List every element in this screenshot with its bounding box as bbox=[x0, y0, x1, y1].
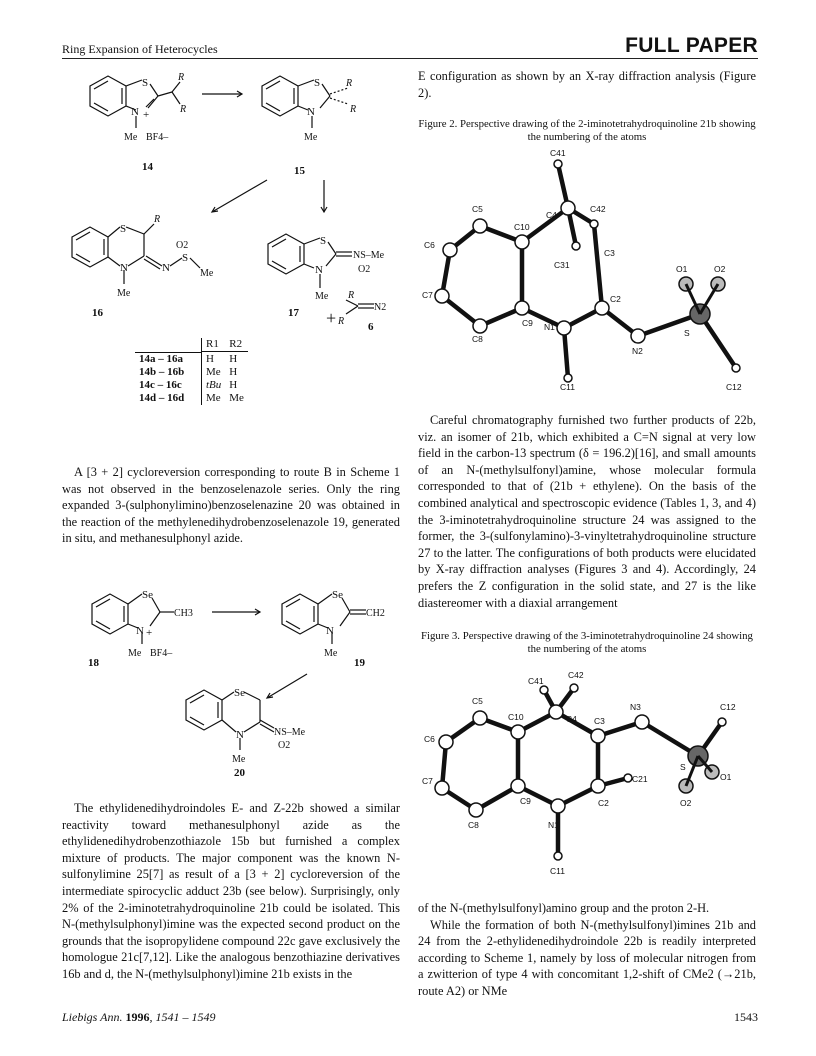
compound-16: 16 bbox=[92, 307, 103, 319]
atom-me: Me bbox=[324, 648, 338, 659]
atom-plus: + bbox=[146, 627, 153, 639]
r2-label: R bbox=[180, 104, 187, 115]
atom-me: Me bbox=[304, 132, 318, 143]
sulfonylimine-label: NS–Me bbox=[274, 727, 306, 738]
compound-14: 14 bbox=[142, 161, 153, 173]
compound-17: 17 bbox=[288, 307, 299, 319]
atom-label: O2 bbox=[714, 264, 726, 274]
atom-n2: N2 bbox=[374, 302, 387, 313]
atom-label: C12 bbox=[726, 382, 742, 392]
atom-label: C5 bbox=[472, 696, 483, 706]
plus-sign: + bbox=[326, 308, 337, 328]
r1-label: R bbox=[178, 72, 185, 83]
atom-n: N bbox=[326, 625, 334, 637]
atom-label: C9 bbox=[522, 318, 533, 328]
r2-label: R bbox=[338, 316, 345, 327]
atom-se: Se bbox=[332, 589, 343, 601]
section-label: FULL PAPER bbox=[625, 34, 758, 57]
figure-3-xray-structure bbox=[418, 660, 756, 890]
atom-n: N bbox=[120, 262, 128, 274]
atom-label: C6 bbox=[424, 240, 435, 250]
atom-label: C2 bbox=[610, 294, 621, 304]
atom-label: N2 bbox=[632, 346, 643, 356]
journal-pages: , 1541 – 1549 bbox=[149, 1010, 216, 1024]
atom-label: O1 bbox=[676, 264, 688, 274]
sulfonylimine-label: NS–Me bbox=[353, 250, 385, 261]
atom-label: C31 bbox=[554, 260, 570, 270]
atom-label: C11 bbox=[560, 382, 575, 392]
atom-o2: O2 bbox=[176, 240, 189, 251]
atom-label: C3 bbox=[604, 248, 615, 258]
table-row: 14b – 16b Me H bbox=[139, 366, 238, 378]
table-row: 14c – 16c tBu H bbox=[139, 379, 238, 391]
r1-label: R bbox=[346, 78, 353, 89]
atom-label: N1 bbox=[544, 322, 555, 332]
atom-label: N1 bbox=[548, 820, 559, 830]
atom-label: C8 bbox=[472, 334, 483, 344]
atom-me: Me bbox=[200, 268, 214, 279]
reaction-scheme-selenazole bbox=[62, 570, 402, 780]
atom-me: Me bbox=[128, 648, 142, 659]
atom-label: C6 bbox=[424, 734, 435, 744]
atom-label: C9 bbox=[520, 796, 531, 806]
substituent-table bbox=[135, 338, 248, 405]
paragraph-formation: of the N-(methylsulfonyl)amino group and the proton 2-H. While the formation of both N-(methylsulfonyl)imines 21b and 24 from the 2-ethylidenedihydroindole 22b is readily interpreted according to Scheme 1, namely by loss of molecular nitrogen from a zwitterion of type 4 with concomitant 1,2-shift of CMe2 (→21b, route A2) or NMe bbox=[418, 901, 756, 998]
atom-label: C11 bbox=[550, 866, 565, 876]
atom-s: S bbox=[142, 77, 149, 89]
atom-se: Se bbox=[234, 687, 245, 699]
paragraph-ethylidene: The ethylidenedihydroindoles E- and Z-22b showed a similar reactivity toward methanesulphonyl azide as the ethylidenedihydrobenzothiazole 15b but furnished a complex mixture of products. The major component was the known N-sulfonylimine 25[7] as result of a [3 + 2] cycloreversion of the intermediate spirocyclic adduct 23b (see below). Surprisingly, only 2% of the 2-iminotetrahydroquinoline 21b could be isolated. This N-(methylsulphonyl)imine was the expected second product on the grounds that the isopropylidene compound 22c gave exclusively the homologue 21c[7,12]. Like the analogous benzothiazine derivatives 16b and d, the N-(methylsulphonyl)imine 21b exists in the bbox=[62, 801, 400, 981]
atom-o2: O2 bbox=[278, 740, 291, 751]
atom-label: C2 bbox=[598, 798, 609, 808]
compound-18: 18 bbox=[88, 657, 99, 669]
atom-label: C41 bbox=[528, 676, 544, 686]
atom-n: N bbox=[307, 106, 315, 118]
page-number: 1543 bbox=[734, 1010, 758, 1024]
atom-n: N bbox=[131, 106, 139, 118]
atom-n: N bbox=[236, 729, 244, 741]
atom-label: C41 bbox=[550, 148, 566, 158]
compound-20: 20 bbox=[234, 767, 245, 779]
atom-label: O2 bbox=[680, 798, 692, 808]
atom-n: N bbox=[315, 264, 323, 276]
compound-19: 19 bbox=[354, 657, 365, 669]
table-row: 14d – 16d Me Me bbox=[139, 392, 244, 404]
figure-3-caption: Figure 3. Perspective drawing of the 3-iminotetrahydroquinoline 24 showing the numbering of the atoms bbox=[421, 630, 753, 655]
figure-2-xray-structure bbox=[418, 146, 756, 396]
atom-label: C7 bbox=[422, 776, 433, 786]
atom-label: C5 bbox=[472, 204, 483, 214]
atom-label: C4 bbox=[546, 210, 557, 220]
atom-n: N bbox=[162, 262, 170, 274]
r1-label: R bbox=[348, 290, 355, 301]
atom-me: Me bbox=[124, 132, 138, 143]
atom-se: Se bbox=[142, 589, 153, 601]
atom-me: Me bbox=[117, 288, 131, 299]
atom-label: C42 bbox=[568, 670, 584, 680]
atom-s: S bbox=[120, 223, 127, 235]
journal-citation bbox=[62, 1010, 215, 1025]
atom-s: S bbox=[320, 235, 327, 247]
atom-label: O1 bbox=[720, 772, 732, 782]
journal-name: Liebigs Ann. bbox=[62, 1010, 123, 1024]
r2-label: R bbox=[350, 104, 357, 115]
atom-s: S bbox=[314, 77, 321, 89]
figure-2-caption: Figure 2. Perspective drawing of the 2-iminotetrahydroquinoline 21b showing the numbering of the atoms bbox=[418, 118, 756, 143]
compound-15: 15 bbox=[294, 165, 305, 177]
atom-label: S bbox=[684, 328, 690, 338]
paragraph-cycloreversion: A [3 + 2] cycloreversion corresponding to route B in Scheme 1 was not observed in the benzoselenazole series. Only the ring expanded 3-(sulphonylimino)benzoselenazine 20 was obtained in the reaction of the methylenedihydrobenzoselenazole 19, generated in situ, and methanesulphonyl azide. bbox=[62, 465, 400, 546]
atom-s: S bbox=[182, 252, 189, 264]
paragraph-e-configuration: E configuration as shown by an X-ray diffraction analysis (Figure 2). bbox=[418, 69, 756, 100]
paragraph-chromatography: Careful chromatography furnished two further products of 22b, viz. an isomer of 21b, which exhibited a C=N signal at very low field in the carbon-13 spectrum (δ = 196.2)[16], and small amounts of an N-(methylsulfonyl)amine, whose molecular formula corresponded to that of (21b + ethylene). On the basis of the combined analytical and spectroscopic evidence (Tables 1, 3, and 4) the 3-iminotetrahydroquinoline structure 24 was assigned to the former, the 3-(sulfonylamino)-3-vinyltetrahydroquinoline structure 27 to the latter. The configurations of both products were elucidated by X-ray diffraction analyses (Figures 3 and 4). Accordingly, 24 prefers the Z configuration in the solid state, and 27 is the like diastereomer with a diaxial arrangement bbox=[418, 413, 756, 610]
table-row: 14a – 16a H H bbox=[135, 352, 248, 366]
atom-label: C12 bbox=[720, 702, 736, 712]
atom-label: C7 bbox=[422, 290, 433, 300]
header-rule bbox=[62, 58, 758, 59]
atom-me: Me bbox=[232, 754, 246, 765]
atom-label: C4 bbox=[566, 714, 577, 724]
atom-o2: O2 bbox=[358, 264, 371, 275]
atom-label: C21 bbox=[632, 774, 648, 784]
atom-label: C3 bbox=[594, 716, 605, 726]
atom-me: Me bbox=[315, 291, 329, 302]
atom-n: N bbox=[136, 625, 144, 637]
methyl-label: CH3 bbox=[174, 608, 193, 619]
atom-label: S bbox=[680, 762, 686, 772]
counter-ion-bf4: BF4– bbox=[150, 648, 173, 659]
reaction-scheme-top bbox=[62, 62, 402, 332]
journal-year: 1996 bbox=[125, 1010, 150, 1024]
atom-label: C10 bbox=[514, 222, 530, 232]
counter-ion-bf4: BF4– bbox=[146, 132, 169, 143]
compound-6: 6 bbox=[368, 321, 374, 332]
atom-label: C42 bbox=[590, 204, 606, 214]
table-header-r1: R1 bbox=[201, 338, 225, 352]
methylene-label: CH2 bbox=[366, 608, 385, 619]
atom-label: C8 bbox=[468, 820, 479, 830]
atom-plus: + bbox=[143, 109, 150, 121]
table-header-r2: R2 bbox=[225, 338, 248, 352]
running-title: Ring Expansion of Heterocycles bbox=[62, 42, 218, 56]
atom-label: C10 bbox=[508, 712, 524, 722]
atom-label: N3 bbox=[630, 702, 641, 712]
r-label: R bbox=[154, 214, 161, 225]
